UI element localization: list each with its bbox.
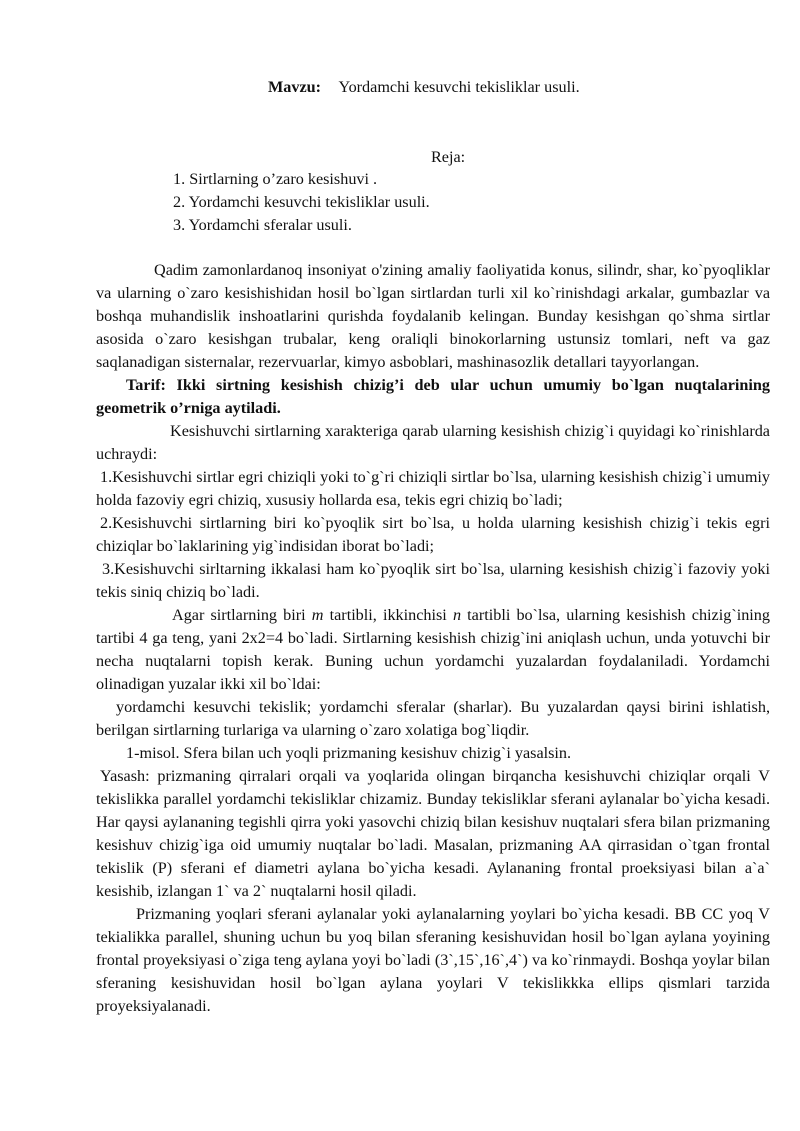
order-paragraph xyxy=(96,604,770,696)
plan-item: 2. Yordamchi kesuvchi tekisliklar usuli. xyxy=(173,193,430,211)
variable-n: n xyxy=(452,606,462,624)
order-text: tartibli, ikkinchisi xyxy=(323,606,453,624)
intro-paragraph: Qadim zamonlardanoq insoniyat o'zining amaliy faoliyatida konus, silindr, shar, ko`pyoqliklar va ularning o`zaro kesishishidan hosil bo`lgan sirtlardan turli xil ko`rinishdagi arkalar, gumbazlar va boshqa muhandislik inshoatlarini qurishda foydalanib kelingan. Bunday kesishgan qo`shma sirtlar asosida o`zaro kesishgan trubalar, keng oraliqli binokorlarning ustunsiz tomlari, neft va gaz saqlanadigan sisternalar, rezervuarlar, kimyo asboblari, mashinasozlik detallari tayyorlangan. xyxy=(96,261,770,371)
example-heading: 1-misol. Sfera bilan uch yoqli prizmaning kesishuv chizig`i yasalsin. xyxy=(126,744,572,762)
case-item: 2.Kesishuvchi sirtlarning biri ko`pyoqlik sirt bo`lsa, u holda ularning kesishish chizig`i tekis egri chiziqlar bo`laklarining yig`indisidan iborat bo`ladi; xyxy=(96,514,770,555)
topic-heading xyxy=(268,76,580,99)
topic-label: Mavzu: xyxy=(268,78,322,96)
construction-paragraph: Yasash: prizmaning qirralari orqali va yoqlarida olingan birqancha kesishuvchi chiziqlar orqali V tekislikka parallel yordamchi tekisliklar chizamiz. Bunday tekisliklar sferani aylanalar bo`yicha kesadi. Har qaysi aylananing tegishli qirra yoki yasovchi chiziq bilan kesishuv nuqtalari sfera bilan prizmaning kesishuv chizig`iga oid umumiy nuqtalar bo`ladi. Masalan, prizmaning AA qirrasidan o`tgan frontal tekislik (P) sferani ef diametri aylana bo`yicha kesadi. Aylananing frontal proeksiyasi bilan a`a` kesishib, izlangan 1` va 2` nuqtalarni hosil qiladi. xyxy=(96,767,770,900)
body-paragraph: Prizmaning yoqlari sferani aylanalar yoki aylanalarning yoylari bo`yicha kesadi. BB CC yoq V tekialikka parallel, shuning uchun bu yoq bilan sferaning kesishuvidan hosil bo`lgan aylana yoyining frontal proyeksiyasi o`ziga teng aylana yoyi bo`ladi (3`,15`,16`,4`) va ko`rinmaydi. Boshqa yoylar bilan sferaning kesishuvidan hosil bo`lgan aylana yoylari V tekislikkka ellips qismlari tarzida proyeksiyalanadi. xyxy=(96,905,770,1015)
body-paragraph: yordamchi kesuvchi tekislik; yordamchi sferalar (sharlar). Bu yuzalardan qaysi birini ishlatish, berilgan sirtlarning turlariga va ularning o`zaro xolatiga bog`liqdir. xyxy=(96,698,770,739)
plan-heading: Reja: xyxy=(431,148,466,166)
document-body xyxy=(96,259,770,1018)
order-text: tartibli bo`lsa, ularning kesishish chizig`ining tartibi 4 ga teng, yani 2x2=4 bo`ladi. Sirtlarning kesishish chizig`ini aniqlash uchun, unda yotuvchi bir necha nuqtalarni topish kerak. Buning uchun yordamchi yuzalardan foydalaniladi. Yordamchi olinadigan yuzalar ikki xil bo`ldai: xyxy=(96,606,770,693)
plan-item: 1. Sirtlarning o’zaro kesishuvi . xyxy=(173,170,378,188)
topic-text: Yordamchi kesuvchi tekisliklar usuli. xyxy=(338,78,580,96)
body-paragraph: Kesishuvchi sirtlarning xarakteriga qarab ularning kesishish chizig`i quyidagi ko`rinishlarda uchraydi: xyxy=(96,422,770,463)
case-item: 3.Kesishuvchi sirltarning ikkalasi ham ko`pyoqlik sirt bo`lsa, ularning kesishish chizig`i fazoviy yoki tekis siniq chiziq bo`ladi. xyxy=(96,560,770,601)
plan-list xyxy=(173,168,430,237)
order-text: Agar sirtlarning biri xyxy=(172,606,312,624)
case-item: 1.Kesishuvchi sirtlar egri chiziqli yoki to`g`ri chiziqli sirtlar bo`lsa, ularning kesishish chizig`i umumiy holda fazoviy egri chiziq, xususiy hollarda esa, tekis egri chiziq bo`ladi; xyxy=(96,468,770,509)
variable-m: m xyxy=(311,606,324,624)
plan-item: 3. Yordamchi sferalar usuli. xyxy=(173,216,352,234)
definition-paragraph: Tarif: Ikki sirtning kesishish chizig’i deb ular uchun umumiy bo`lgan nuqtalarining geometrik o’rniga aytiladi. xyxy=(96,376,770,417)
